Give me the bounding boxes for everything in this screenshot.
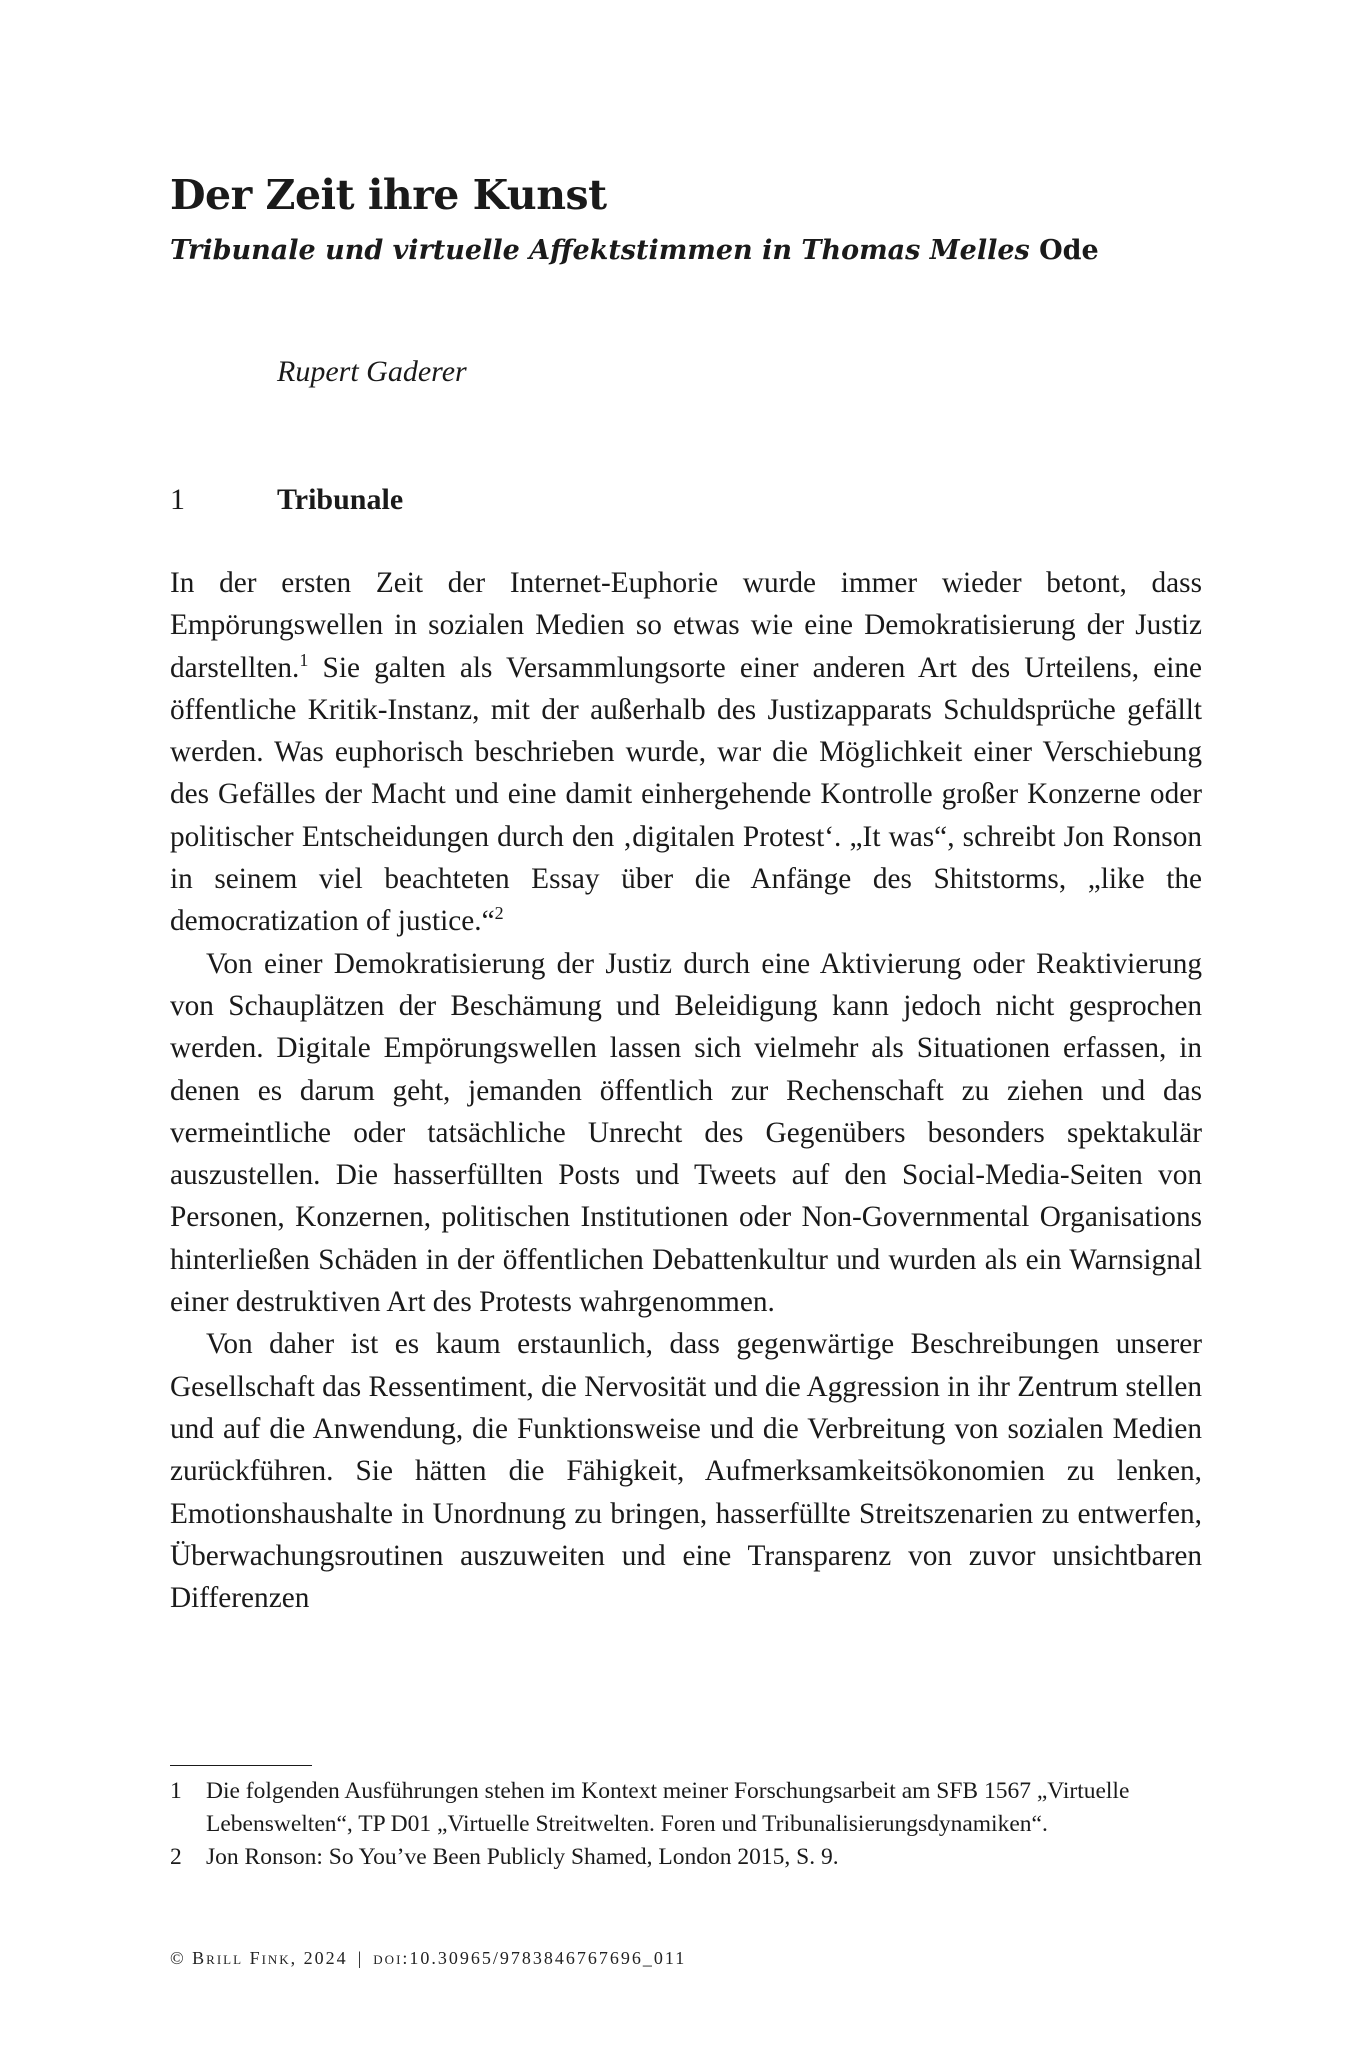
chapter-title: Der Zeit ihre Kunst [170, 171, 607, 219]
footnote [170, 1841, 1202, 1874]
section-number: 1 [170, 483, 185, 516]
paragraph [170, 562, 1202, 943]
footnote-ref[interactable]: 2 [494, 903, 504, 924]
paragraph-text: Von einer Demokratisierung der Justiz durch eine Aktivierung oder Reaktivierung von Schauplätzen der Beschämung und Beleidigung kann jedoch nicht gesprochen werden. Digitale Empörungswellen lassen sich vielmehr als Situationen erfassen, in denen es darum geht, jemanden öffentlich zur Rechenschaft zu ziehen und das vermeintliche oder tatsächliche Unrecht des Gegenübers besonders spektakulär auszustellen. Die hasserfüllten Posts und Tweets auf den Social-Media-Seiten von Personen, Konzernen, politischen Institutionen oder Non-Governmental Organisations hinterließen Schäden in der öffentlichen Debattenkultur und wurden als ein Warnsignal einer destruktiven Art des Protests wahrgenommen. [170, 947, 1202, 1319]
section-title: Tribunale [277, 483, 404, 516]
paragraph-text: Sie galten als Versammlungsorte einer anderen Art des Urteilens, eine öffentliche Kritik-Instanz, mit der außerhalb des Justizapparats Schuldsprüche gefällt werden. Was euphorisch beschrieben wurde, war die Möglichkeit einer Verschiebung des Gefälles der Macht und eine damit einhergehende Kontrolle großer Konzerne oder politischer Entscheidungen durch den ‚digitalen Protest‘. „It was“, schreibt Jon Ronson in seinem viel beachteten Essay über die Anfänge des Shitstorms, „like the democratization of justice.“ [170, 651, 1202, 938]
page-footer [170, 1946, 686, 1970]
section-heading [170, 480, 770, 520]
doi-link[interactable]: doi:10.30965/9783846767696_011 [373, 1948, 687, 1968]
paragraph [170, 1323, 1202, 1619]
paragraph [170, 943, 1202, 1324]
copyright-notice: © Brill Fink, 2024 [170, 1948, 348, 1968]
subtitle-italic: Tribunale und virtuelle Affektstimmen in Thomas Melles [170, 235, 1030, 266]
chapter-subtitle [170, 233, 1099, 269]
footnote-ref[interactable]: 1 [299, 649, 309, 670]
body-text [170, 562, 1202, 1619]
footnotes [170, 1775, 1202, 1874]
footnote [170, 1775, 1202, 1841]
paragraph-text: Von daher ist es kaum erstaunlich, dass gegenwärtige Beschreibungen unserer Gesellschaft das Ressentiment, die Nervosität und die Aggression in ihr Zentrum stellen und auf die Anwendung, die Funktionsweise und die Verbreitung von sozialen Medien zurückführen. Sie hätten die Fähigkeit, Aufmerksamkeitsökonomien zu lenken, Emotionshaushalte in Unordnung zu bringen, hasserfüllte Streitszenarien zu entwerfen, Überwachungsroutinen auszuweiten und eine Transparenz von zuvor unsichtbaren Differenzen [170, 1328, 1202, 1615]
footnote-number: 1 [170, 1778, 182, 1804]
footnote-text: Jon Ronson: So You’ve Been Publicly Shamed, London 2015, S. 9. [206, 1844, 839, 1870]
footnote-number: 2 [170, 1844, 182, 1870]
footer-separator: | [357, 1948, 364, 1968]
author-name: Rupert Gaderer [277, 355, 467, 388]
footnote-divider [170, 1765, 312, 1766]
subtitle-plain: Ode [1039, 235, 1099, 266]
paragraph-text: In der ersten Zeit der Internet-Euphorie wurde immer wieder betont, dass Empörungswellen in sozialen Medien so etwas wie eine Demokratisierung der Justiz darstellten. [170, 567, 1202, 684]
book-page [170, 0, 1202, 2068]
footnote-text: Die folgenden Ausführungen stehen im Kontext meiner Forschungsarbeit am SFB 1567 „Virtuelle Lebenswelten“, TP D01 „Virtuelle Streitwelten. Foren und Tribunalisierungsdynamiken“. [206, 1778, 1130, 1837]
